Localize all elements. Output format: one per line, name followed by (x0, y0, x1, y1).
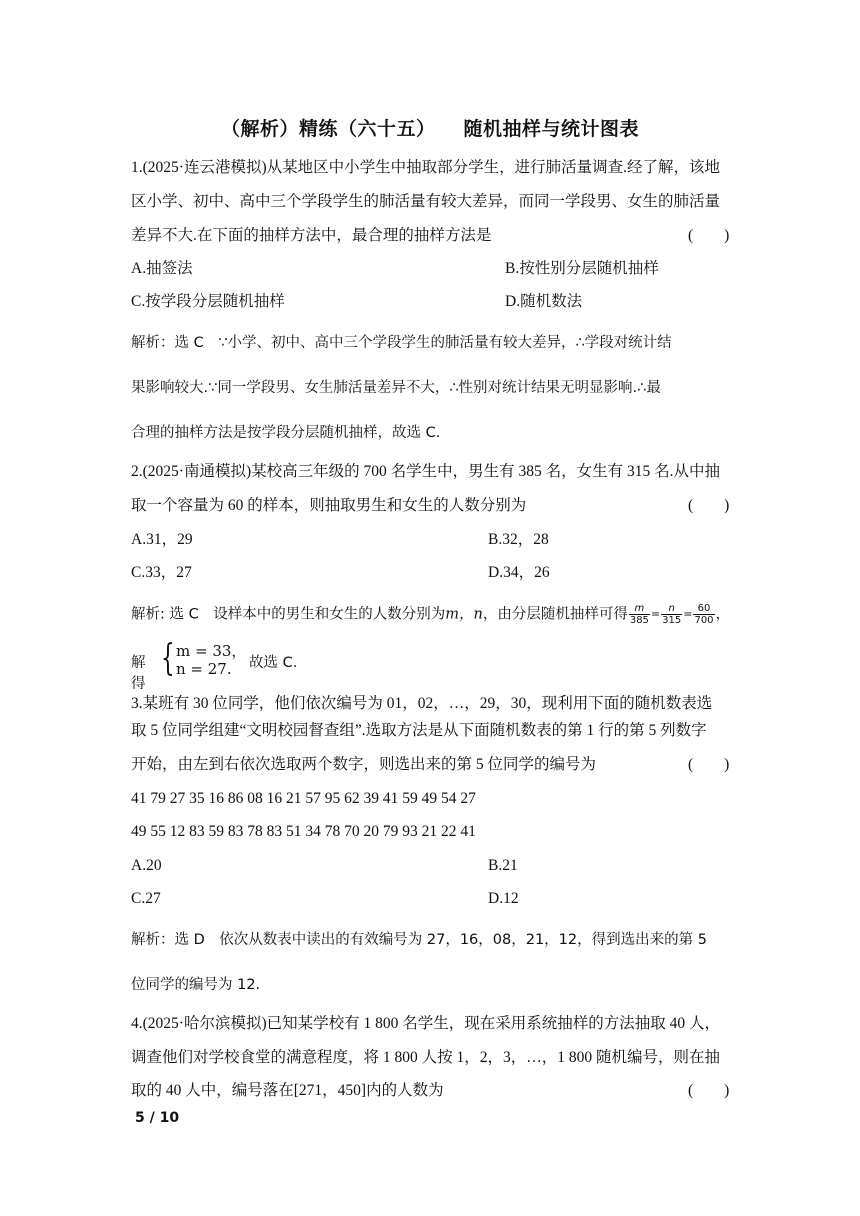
q2-option-a: A.31，29 (131, 531, 193, 548)
q3-option-a: A.20 (131, 857, 162, 874)
q2-line-1: 2.(2025·南通模拟)某校高三年级的 700 名学生中，男生有 385 名，女生有 315 名.从中抽 (131, 463, 720, 480)
q2-option-b: B.32，28 (488, 531, 549, 548)
q2-line-2: 取一个容量为 60 的样本，则抽取男生和女生的人数分别为 (131, 497, 527, 514)
title-right: 随机抽样与统计图表 (463, 118, 640, 140)
q3-solution-line-2: 位同学的编号为 12. (131, 977, 261, 993)
q2-option-d: D.34，26 (488, 564, 550, 581)
q1-option-a: A.抽签法 (131, 260, 193, 277)
random-table-row-1: 41 79 27 35 16 86 08 16 21 57 95 62 39 41 59 49 54 27 (131, 790, 476, 807)
q2-option-c: C.33，27 (131, 564, 192, 581)
q1-solution-line-2: 果影响较大.∵同一学段男、女生肺活量差异不大，∴性别对统计结果无明显影响.∴最 (131, 380, 661, 396)
q3-option-b: B.21 (488, 857, 518, 874)
fraction-m-385: $\frac{m}{385}$ (629, 603, 649, 626)
q4-line-3: 取的 40 人中，编号落在[271，450]内的人数为 (131, 1082, 444, 1099)
q1-option-c: C.按学段分层随机抽样 (131, 293, 285, 310)
q2-sys-label: 解得 (131, 655, 146, 692)
q2-sys-eq-1: m = 33， (176, 642, 247, 660)
q3-line-2: 取 5 位同学组建“文明校园督查组”.选取方法是从下面随机数表的第 1 行的第 5 列数字 (131, 722, 707, 739)
q2-sys-tail: 故选 C. (249, 655, 298, 671)
q1-solution-line-3: 合理的抽样方法是按学段分层随机抽样，故选 C. (131, 425, 441, 441)
q1-line-1: 1.(2025·连云港模拟)从某地区中小学生中抽取部分学生，进行肺活量调查.经了解，该地 (131, 159, 720, 176)
page-title (0, 114, 860, 141)
random-table-row-2: 49 55 12 83 59 83 78 83 51 34 78 70 20 79 93 21 22 41 (131, 823, 476, 840)
page-number: 5 / 10 (135, 1110, 180, 1126)
q3-solution-line-1: 解析：选 D 依次从数表中读出的有效编号为 27，16，08，21，12，得到选出来的第 5 (131, 932, 707, 948)
q3-answer-paren: ( ) (688, 756, 730, 773)
q3-line-1: 3.某班有 30 位同学，他们依次编号为 01，02，…，29，30，现利用下面的随机数表选 (131, 695, 713, 712)
q1-option-d: D.随机数法 (505, 293, 583, 310)
fraction-60-700: $\frac{60}{700}$ (694, 603, 714, 626)
q4-answer-paren: ( ) (688, 1082, 730, 1099)
q2-answer-paren: ( ) (688, 497, 730, 514)
q2-solution-vars: m，n (445, 606, 483, 623)
q1-option-b: B.按性别分层随机抽样 (505, 260, 659, 277)
q2-solution-mid: ，由分层随机抽样可得 (482, 606, 628, 623)
fraction-n-315: $\frac{n}{315}$ (662, 603, 682, 626)
q1-solution-line-1: 解析：选 C ∵小学、初中、高中三个学段学生的肺活量有较大差异，∴学段对统计结 (131, 335, 672, 351)
q3-option-d: D.12 (488, 890, 519, 907)
q4-line-1: 4.(2025·哈尔滨模拟)已知某学校有 1 800 名学生，现在采用系统抽样的方法抽取 40 人， (131, 1015, 720, 1032)
q3-option-c: C.27 (131, 890, 161, 907)
q1-answer-paren: ( ) (688, 227, 730, 244)
left-brace-icon: { (161, 638, 175, 679)
q2-solution-prefix: 解析: 选 C 设样本中的男生和女生的人数分别为 (131, 606, 446, 623)
q1-line-3: 差异不大.在下面的抽样方法中，最合理的抽样方法是 (131, 227, 492, 244)
q2-sys-eq-2: n = 27. (176, 660, 232, 678)
q1-line-2: 区小学、初中、高中三个学段学生的肺活量有较大差异，而同一学段男、女生的肺活量 (131, 193, 721, 210)
title-left: （解析）精练（六十五） (220, 118, 436, 140)
q3-line-3: 开始，由左到右依次选取两个数字，则选出来的第 5 位同学的编号为 (131, 756, 597, 773)
q4-line-2: 调查他们对学校食堂的满意程度，将 1 800 人按 1，2，3，…，1 800 随机编号，则在抽 (131, 1049, 721, 1066)
q2-solution-line-1: 解析: 选 C 设样本中的男生和女生的人数分别为m，n，由分层随机抽样可得 $\frac{m}{385}$ = $\frac{n}{315}$ = $\frac{60}{700}$ ， (131, 603, 731, 626)
